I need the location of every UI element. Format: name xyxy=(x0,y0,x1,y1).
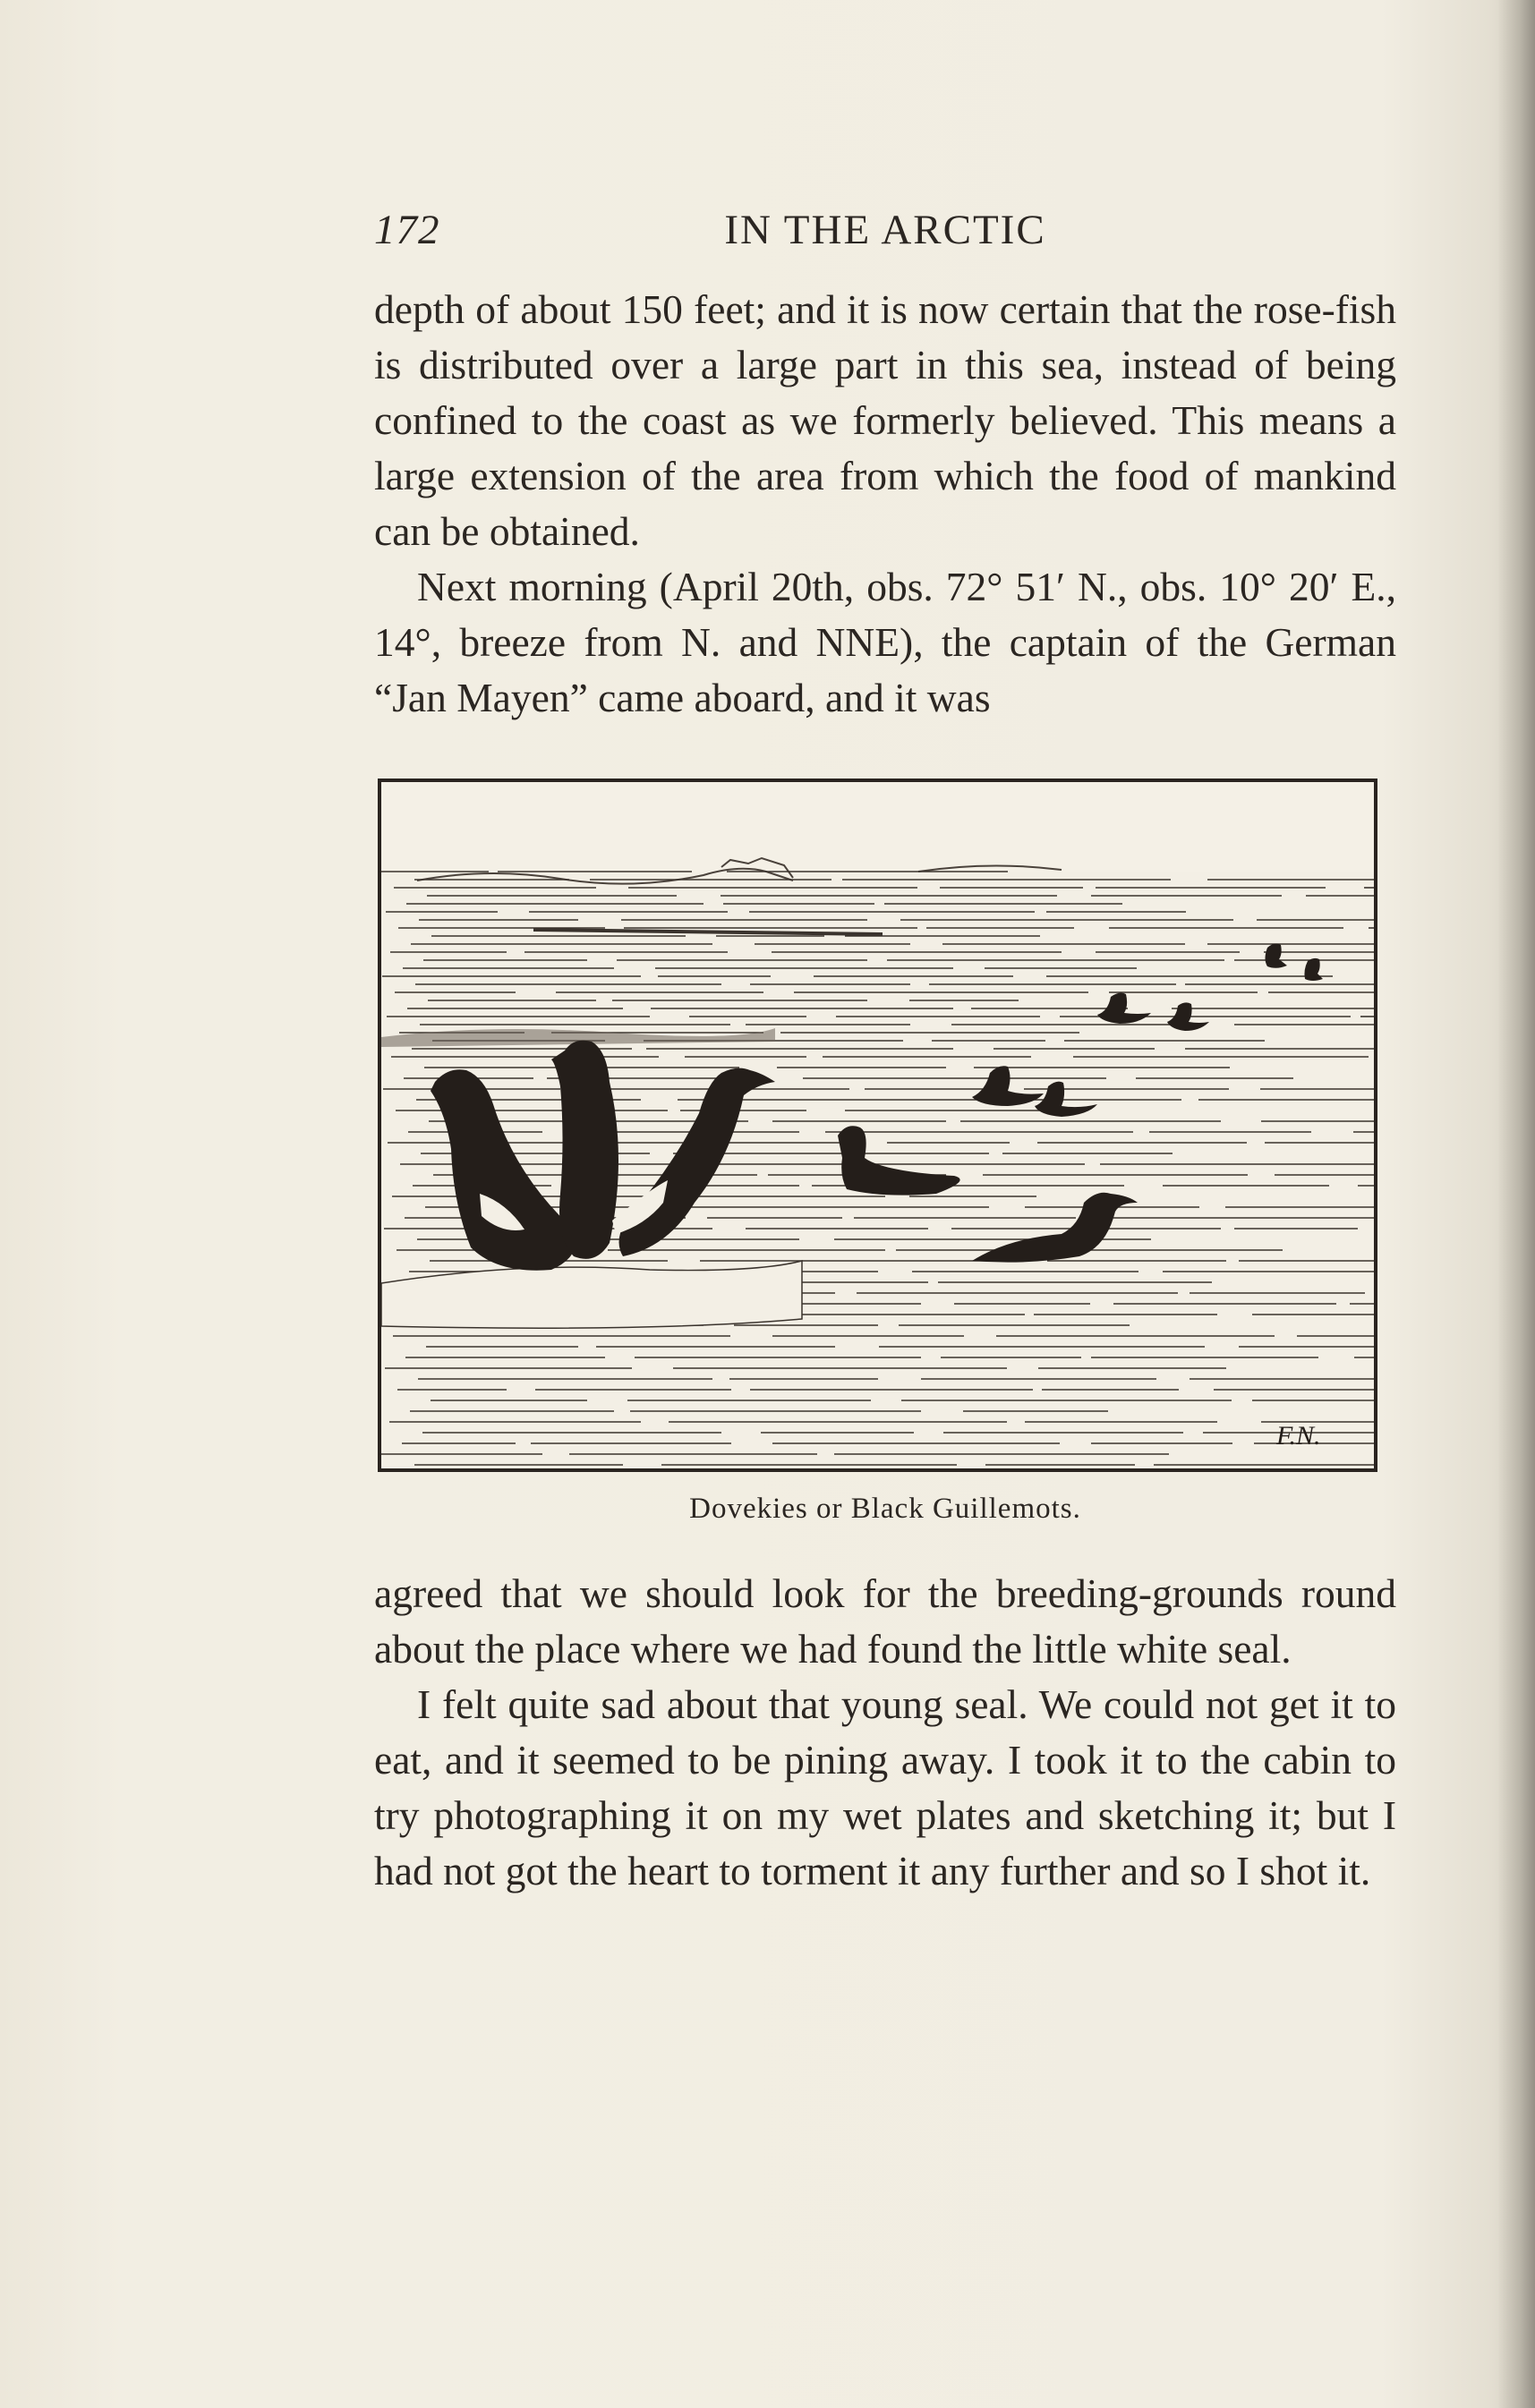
swimming-birds xyxy=(838,944,1323,1263)
body-text-top xyxy=(374,282,1396,726)
artist-signature: F.N. xyxy=(1276,1421,1321,1451)
page-number: 172 xyxy=(374,207,440,253)
engraving xyxy=(381,782,1374,1468)
bird-group xyxy=(431,1041,775,1271)
figure-caption: Dovekies or Black Guillemots. xyxy=(689,1493,1081,1525)
running-head: IN THE ARCTIC xyxy=(724,207,1046,253)
body-text-bottom xyxy=(374,1566,1396,1899)
paragraph: depth of about 150 feet; and it is now certain that the rose-fish is distributed over a large part in this sea, instead of being confined to the coast as we formerly believed. This means a large extension of the area from which the food of mankind can be obtained. xyxy=(374,286,1396,554)
paragraph: I felt quite sad about that young seal. We could not get it to eat, and it seemed to be pining away. I took it to the cabin to try photographing it on my wet plates and sketching it; but I had not got the heart to torment it any further and so I shot it. xyxy=(374,1681,1396,1893)
illustration-dovekies xyxy=(378,779,1377,1472)
paragraph: agreed that we should look for the breeding-grounds round about the place where we had found the little white seal. xyxy=(374,1570,1396,1672)
paragraph: Next morning (April 20th, obs. 72° 51′ N., obs. 10° 20′ E., 14°, breeze from N. and NNE), the captain of the German “Jan Mayen” came aboard, and it was xyxy=(374,564,1396,720)
page-gutter-shadow xyxy=(1497,0,1535,2408)
page-header xyxy=(374,199,1396,261)
